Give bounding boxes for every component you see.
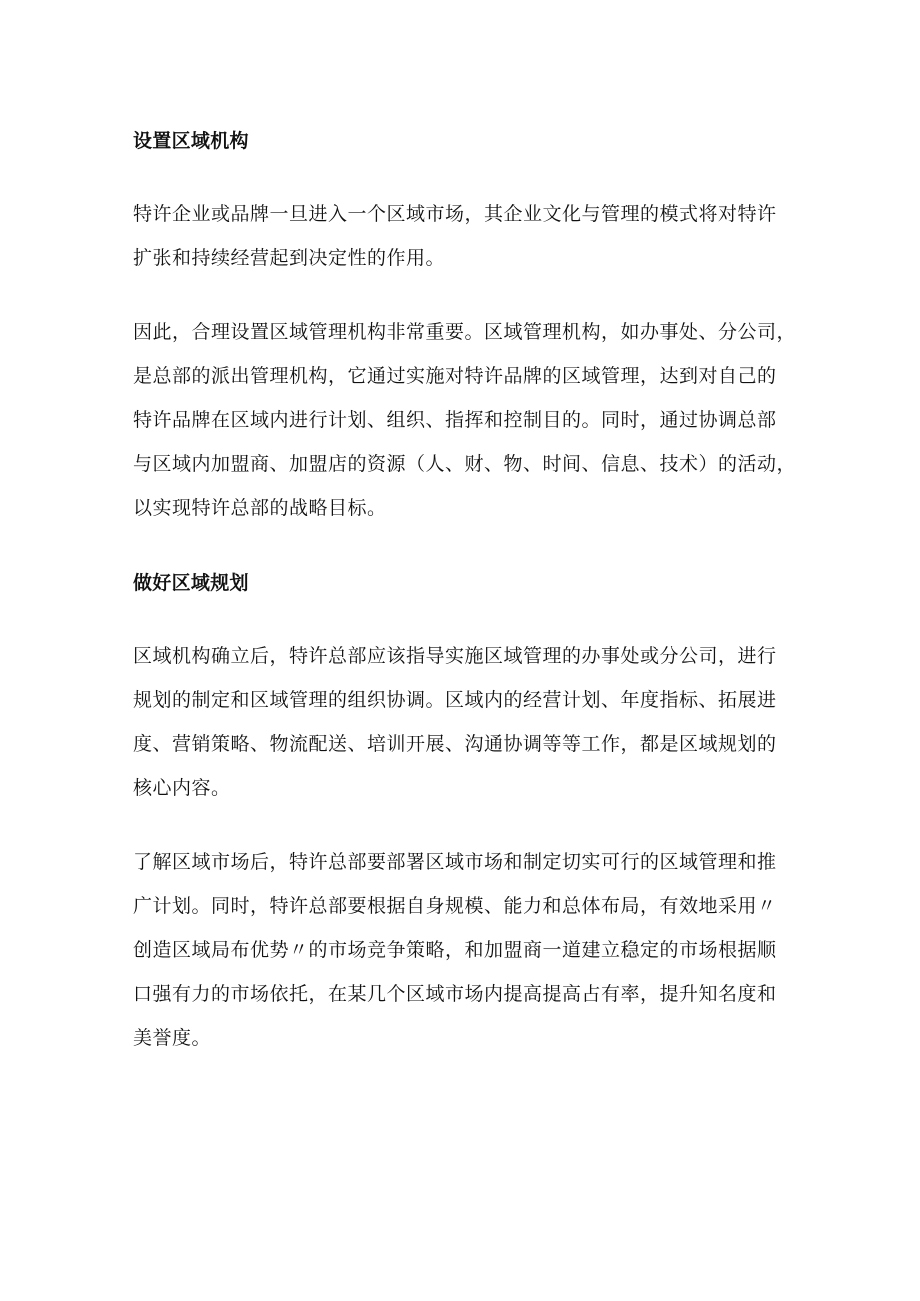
text-line: 核心内容。	[133, 777, 231, 799]
text-line: 规划的制定和区域管理的组织协调。区域内的经营计划、年度指标、拓展进	[133, 689, 777, 711]
paragraph	[133, 840, 813, 1060]
text-line: 口强有力的市场依托，在某几个区域市场内提高提高占有率，提升知名度和	[133, 983, 777, 1005]
text-line: 特许企业或品牌一旦进入一个区域市场，其企业文化与管理的模式将对特许	[133, 203, 777, 225]
text-line: 度、营销策略、物流配送、培训开展、沟通协调等等工作，都是区域规划的	[133, 733, 777, 755]
text-line: 是总部的派出管理机构，它通过实施对特许品牌的区域管理，达到对自己的	[133, 365, 777, 387]
paragraph	[133, 634, 813, 810]
text-line: 因此，合理设置区域管理机构非常重要。区域管理机构，如办事处、分公司，	[133, 321, 797, 343]
section-heading-regional-organization: 设置区域机构	[133, 130, 249, 152]
text-line: 特许品牌在区域内进行计划、组织、指挥和控制目的。同时，通过协调总部	[133, 409, 777, 431]
text-line: 美誉度。	[133, 1027, 212, 1049]
text-line: 与区域内加盟商、加盟店的资源（人、财、物、时间、信息、技术）的活动，	[133, 453, 797, 475]
text-line: 区域机构确立后，特许总部应该指导实施区域管理的办事处或分公司，进行	[133, 645, 777, 667]
section-heading-regional-planning: 做好区域规划	[133, 572, 249, 594]
text-line: 扩张和持续经营起到决定性的作用。	[133, 247, 446, 269]
text-line: 广计划。同时，特许总部要根据自身规模、能力和总体布局，有效地采用〃	[133, 895, 777, 917]
paragraph	[133, 310, 813, 530]
text-line: 以实现特许总部的战略目标。	[133, 497, 387, 519]
document-body	[133, 120, 813, 1060]
text-line: 创造区域局布优势〃的市场竞争策略，和加盟商一道建立稳定的市场根据顺	[133, 939, 777, 961]
paragraph	[133, 192, 813, 280]
text-line: 了解区域市场后，特许总部要部署区域市场和制定切实可行的区域管理和推	[133, 851, 777, 873]
